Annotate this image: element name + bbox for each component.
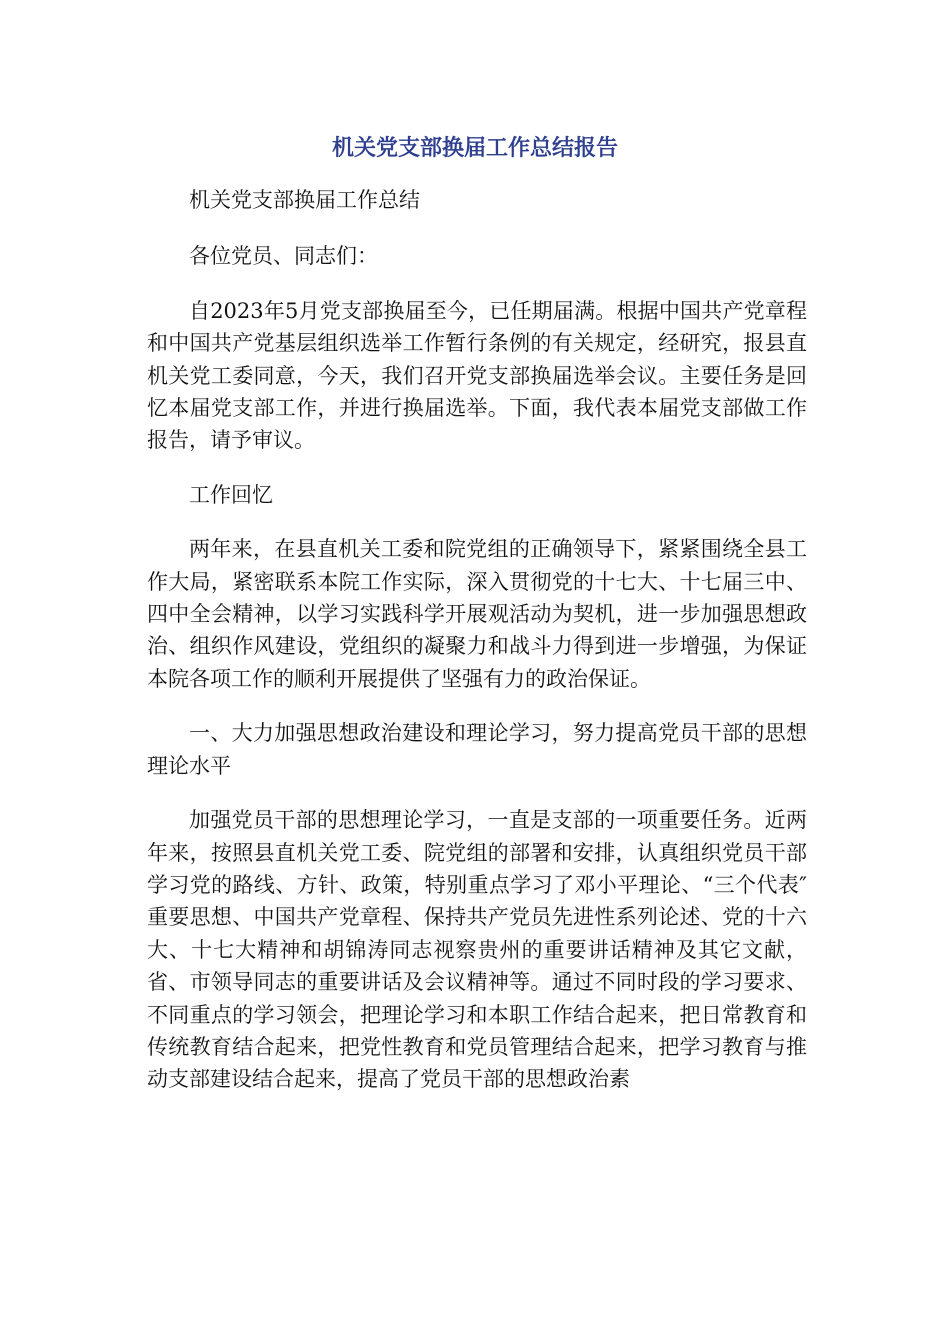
intro-paragraph: 自2023年5月党支部换届至今，已任期届满。根据中国共产党章程和中国共产党基层组织选举工作暂行条例的有关规定，经研究，报县直机关党工委同意，今天，我们召开党支部换届选举会议。主要任务是回忆本届党支部工作，并进行换届选举。下面，我代表本届党支部做工作报告，请予审议。 (147, 298, 807, 453)
document-title: 机关党支部换届工作总结报告 (331, 136, 618, 161)
document-body (147, 184, 807, 1118)
salutation-paragraph: 各位党员、同志们： (189, 244, 378, 269)
review-paragraph: 两年来，在县直机关工委和院党组的正确领导下，紧紧围绕全县工作大局，紧密联系本院工作实际，深入贯彻党的十七大、十七届三中、四中全会精神，以学习实践科学开展观活动为契机，进一步加强思想政治、组织作风建设，党组织的凝聚力和战斗力得到进一步增强，为保证本院各项工作的顺利开展提供了坚强有力的政治保证。 (147, 537, 807, 691)
subtitle-paragraph: 机关党支部换届工作总结 (189, 188, 420, 212)
section-heading-one: 一、大力加强思想政治建设和理论学习，努力提高党员干部的思想理论水平 (147, 721, 807, 778)
section-heading-review: 工作回忆 (189, 482, 273, 507)
section-one-paragraph: 加强党员干部的思想理论学习，一直是支部的一项重要任务。近两年来，按照县直机关党工委、院党组的部署和安排，认真组织党员干部学习党的路线、方针、政策，特别重点学习了邓小平理论、“三个代表″重要思想、中国共产党章程、保持共产党员先进性系列论述、党的十六大、十七大精神和胡锦涛同志视察贵州的重要讲话精神及其它文献，省、市领导同志的重要讲话及会议精神等。通过不同时段的学习要求、不同重点的学习领会，把理论学习和本职工作结合起来，把日常教育和传统教育结合起来，把党性教育和党员管理结合起来，把学习教育与推动支部建设结合起来，提高了党员干部的思想政治素 (147, 808, 807, 1092)
